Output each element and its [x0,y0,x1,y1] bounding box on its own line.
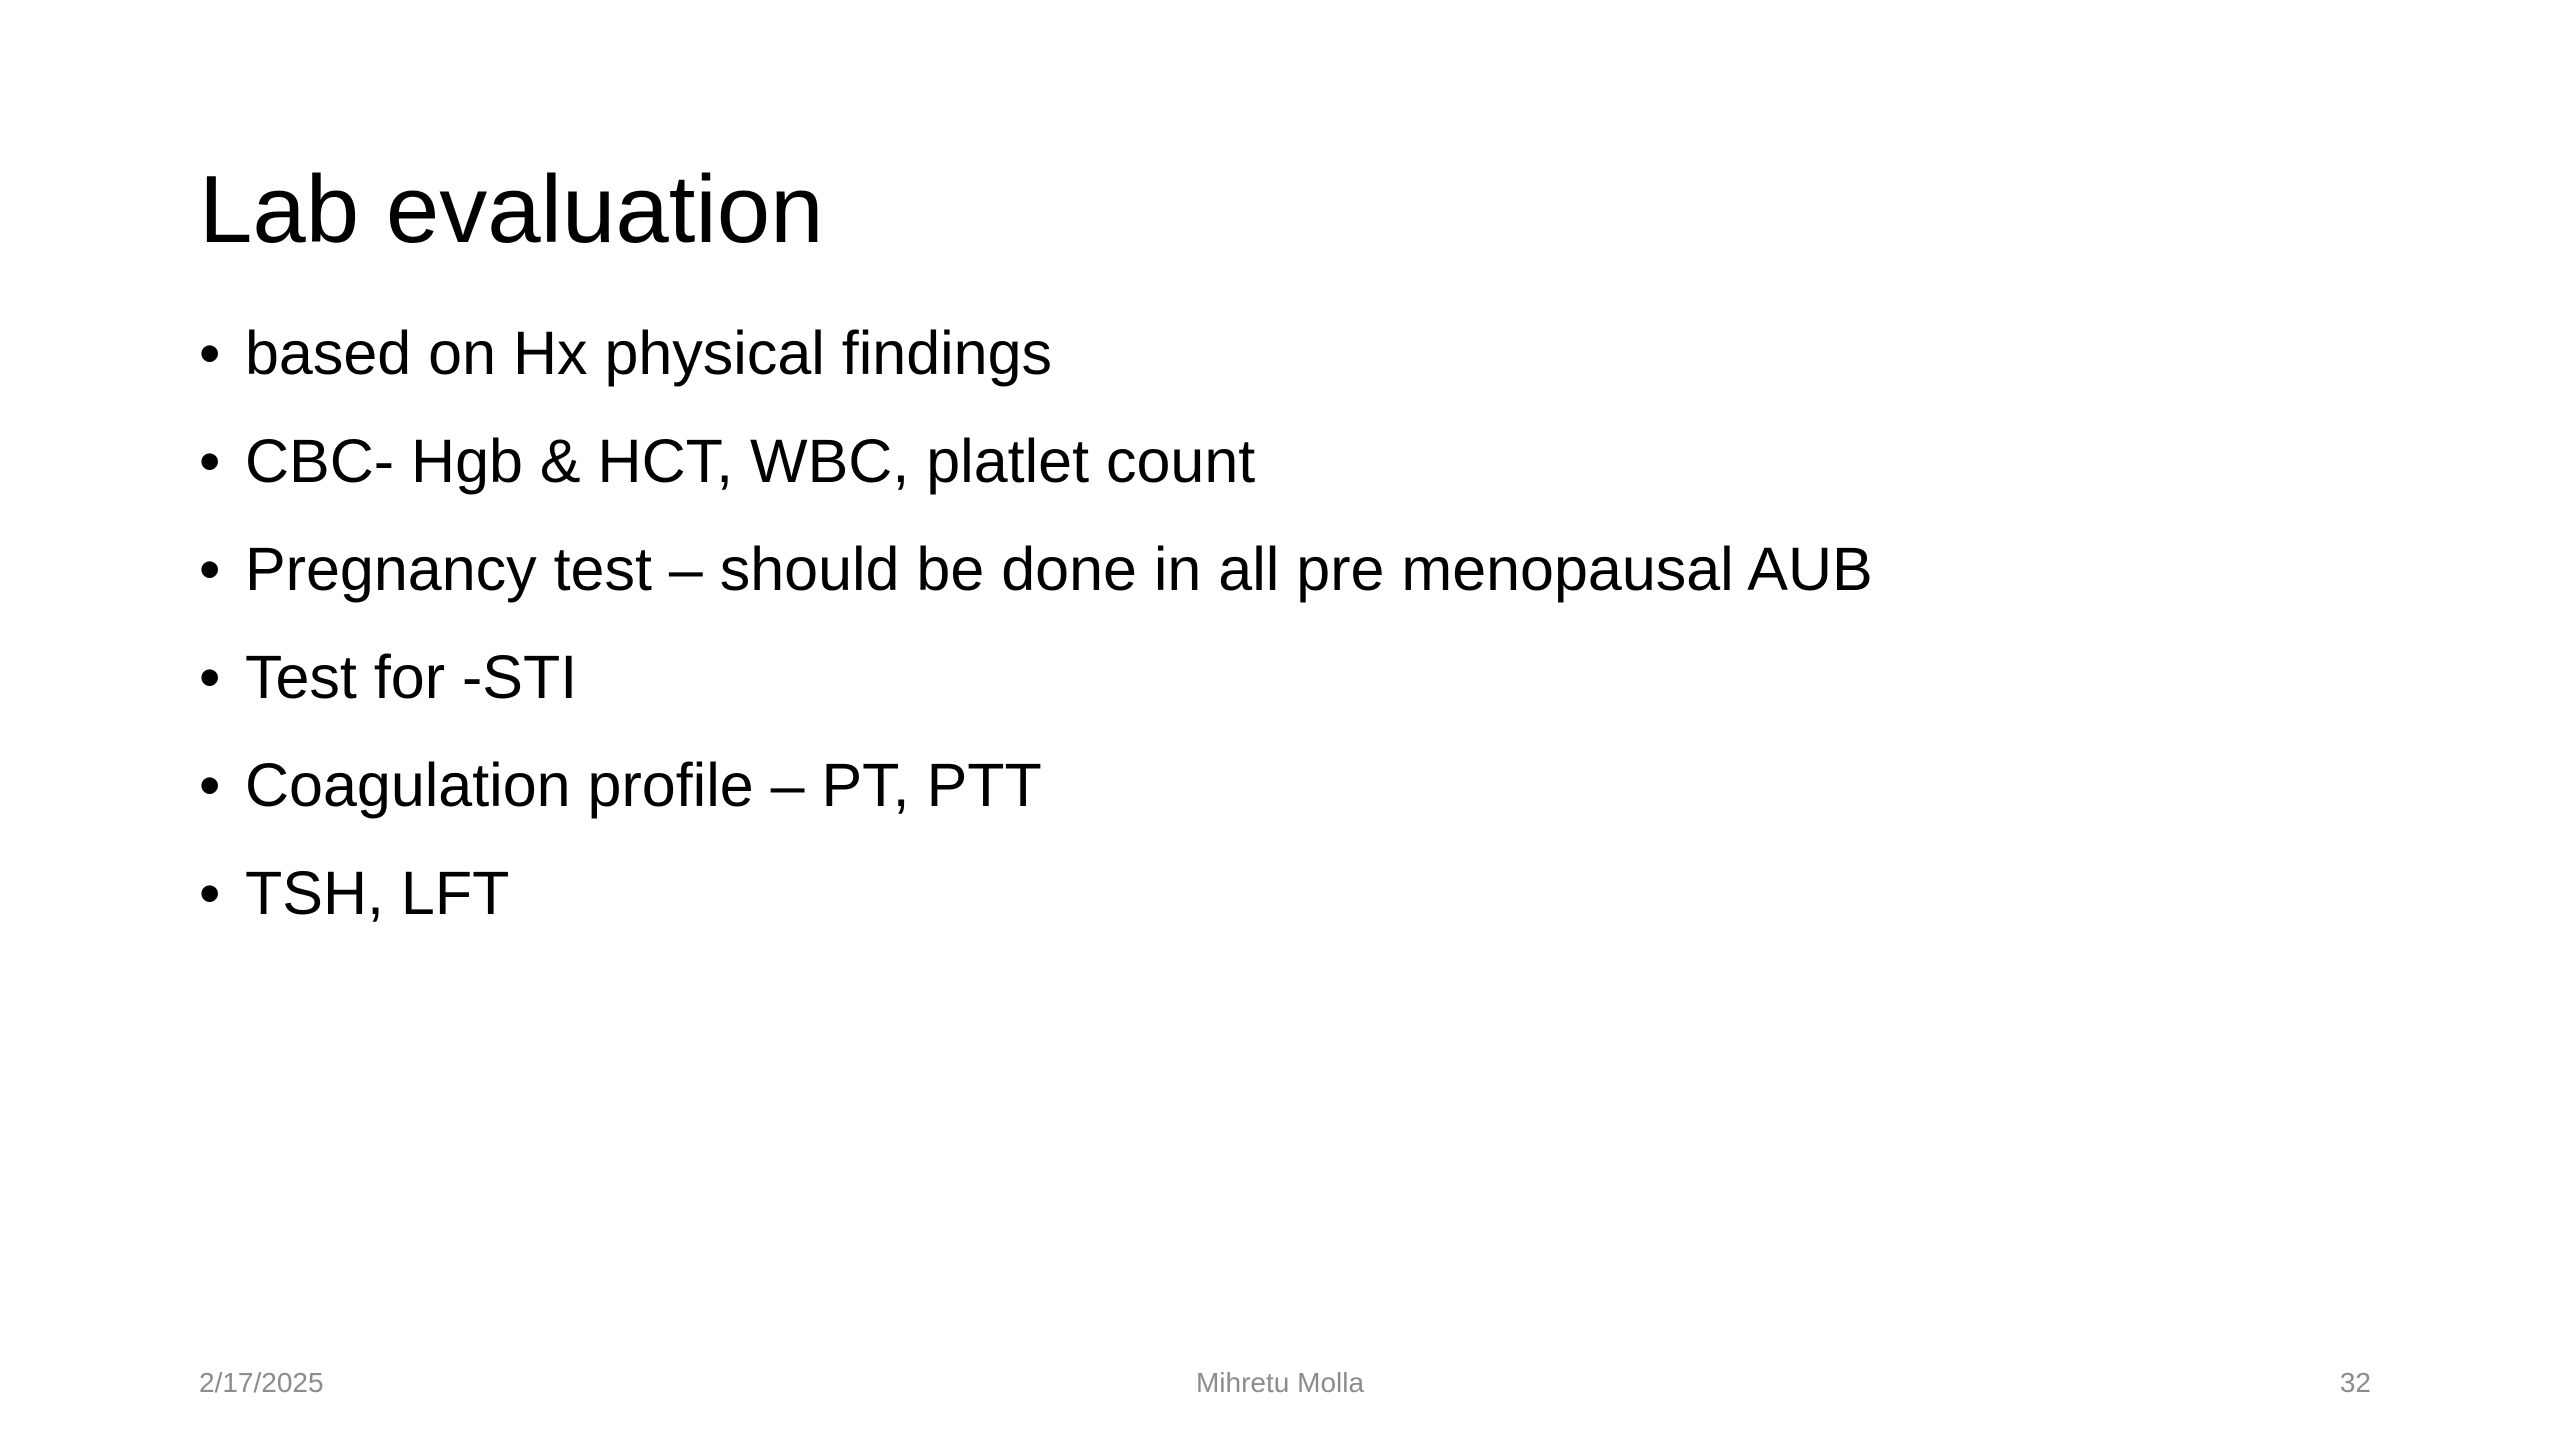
footer-author: Mihretu Molla [1195,1367,1365,1398]
bullet-text: based on Hx physical findings [245,319,1053,387]
bullet-text: TSH, LFT [245,859,510,927]
bullet-item [199,534,1873,642]
bullet-text: Coagulation profile – PT, PTT [245,751,1042,819]
bullet-icon: • [199,643,221,711]
bullet-text: CBC- Hgb & HCT, WBC, platlet count [245,427,1256,495]
footer-date: 2/17/2025 [199,1367,324,1398]
slide-title: Lab evaluation [199,156,824,263]
bullet-text: Test for -STI [245,643,578,711]
bullet-item [199,426,1873,534]
footer-page-number: 32 [2339,1367,2371,1398]
bullet-list [199,318,1873,966]
bullet-item [199,318,1873,426]
bullet-item [199,858,1873,966]
bullet-icon: • [199,535,221,603]
bullet-item [199,750,1873,858]
bullet-text: Pregnancy test – should be done in all pre menopausal AUB [245,535,1873,603]
bullet-item [199,642,1873,750]
bullet-icon: • [199,751,221,819]
bullet-icon: • [199,319,221,387]
bullet-icon: • [199,859,221,927]
bullet-icon: • [199,427,221,495]
